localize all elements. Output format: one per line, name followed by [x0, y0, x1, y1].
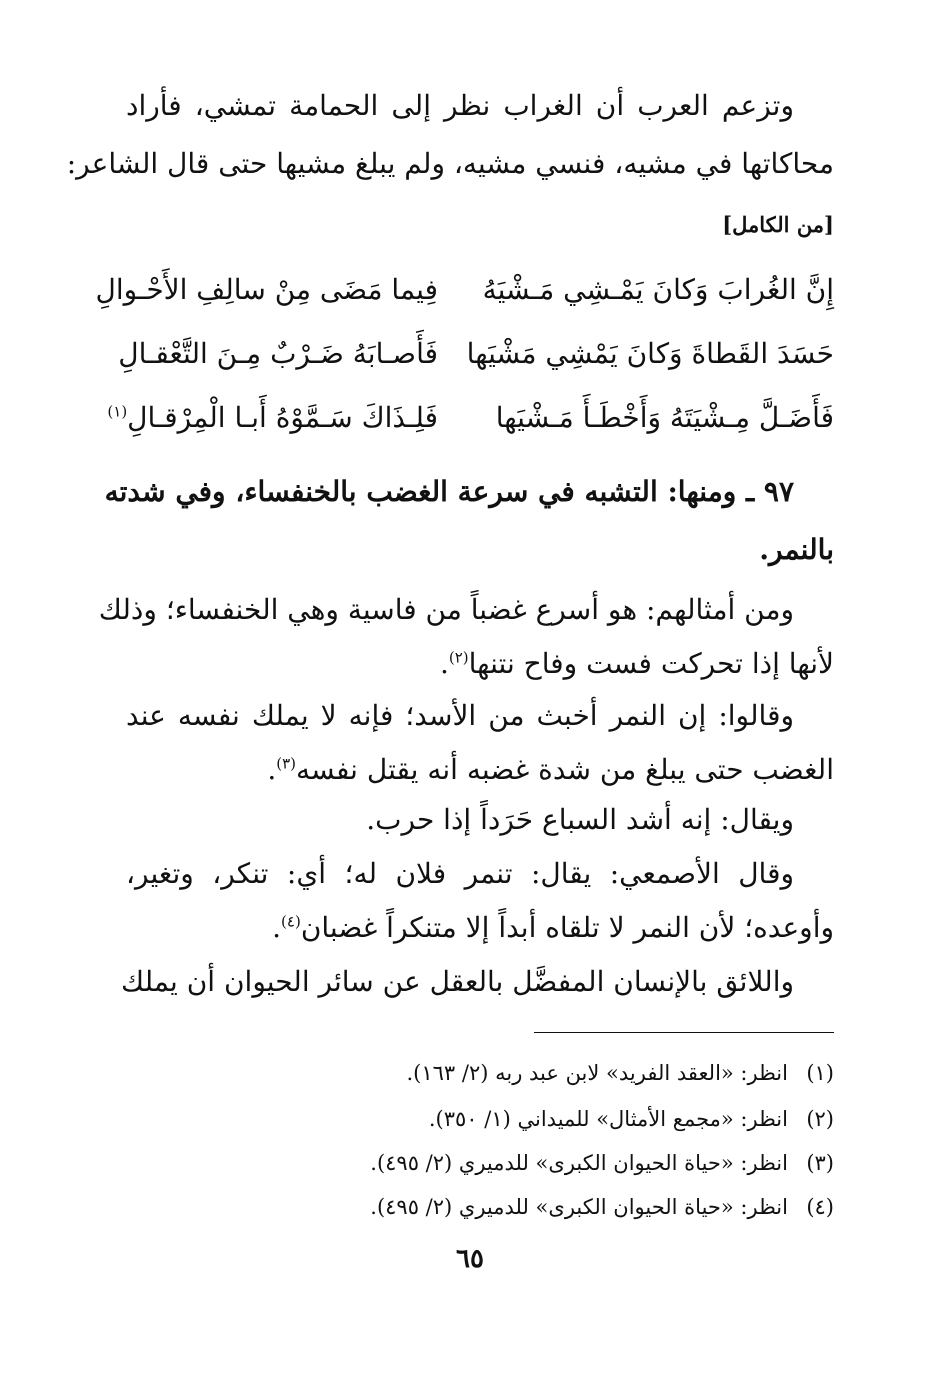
paragraph-line: ويقال: إنه أشد السباع حَرَداً إذا حرب. [366, 803, 794, 836]
paragraph-line: ومن أمثالهم: هو أسرع غضباً من فاسية وهي الخنفساء؛ وذلك [98, 593, 794, 626]
footnote-number: (٤) [806, 1195, 834, 1219]
footnote [126, 1058, 834, 1088]
paragraph-line: محاكاتها في مشيه، فنسي مشيه، ولم يبلغ مشيها حتى قال الشاعر: [66, 147, 834, 180]
footnote-divider [534, 1032, 834, 1033]
verse-second-hemistich [107, 396, 438, 440]
poem-meter-label: [من الكامل] [722, 212, 834, 237]
footnote-marker: (٣) [276, 754, 297, 773]
footnote-text: انظر: «حياة الحيوان الكبرى» للدميري (٢/ ٤٩٥). [370, 1151, 788, 1175]
paragraph-line: وقال الأصمعي: يقال: تنمر فلان له؛ أي: تنكر، وتغير، [126, 857, 794, 890]
footnote [126, 1192, 834, 1222]
footnote-marker: (١) [107, 402, 128, 421]
verse-first-hemistich: فَأَضَـلَّ مِـشْيَتَهُ وَأَخْطَـأَ مَـشْيَها [495, 401, 834, 434]
paragraph-text: وأوعده؛ لأن النمر لا تلقاه أبداً إلا متنكراً غضبان [300, 911, 834, 944]
footnote-text: انظر: «مجمع الأمثال» للميداني (١/ ٣٥٠). [428, 1107, 788, 1131]
verse-text: فَلِـذَاكَ سَـمَّوْهُ أَبـا الْمِرْقـالِ [127, 401, 438, 434]
footnote-number: (٣) [806, 1151, 834, 1175]
section-heading: ٩٧ ـ ومنها: التشبه في سرعة الغضب بالخنفساء، وفي شدته [104, 475, 794, 508]
footnote-marker: (٤) [281, 912, 301, 931]
footnote [126, 1148, 834, 1178]
footnote-text: انظر: «العقد الفريد» لابن عبد ربه (٢/ ١٦٣). [406, 1061, 788, 1085]
page-number: ٦٥ [456, 1244, 484, 1274]
paragraph-text: لأنها إذا تحركت فست وفاح نتنها [468, 647, 834, 680]
paragraph-line: وقالوا: إن النمر أخبث من الأسد؛ فإنه لا يملك نفسه عند [126, 699, 794, 732]
verse-second-hemistich: فَأَصـابَهُ ضَـرْبٌ مِـنَ التَّعْقـالِ [118, 337, 438, 370]
punctuation: . [267, 753, 277, 786]
verse-first-hemistich: إِنَّ الغُرابَ وَكانَ يَمْـشِي مَـشْيَهُ [482, 273, 834, 306]
section-heading: بالنمر. [759, 533, 834, 566]
verse-second-hemistich: فِيما مَضَى مِنْ سالِفِ الأَحْـوالِ [95, 273, 438, 306]
paragraph-line: واللائق بالإنسان المفضَّل بالعقل عن سائر الحيوان أن يملك [120, 965, 794, 998]
verse-first-hemistich: حَسَدَ القَطاةَ وَكانَ يَمْشِي مَشْيَها [466, 337, 834, 370]
paragraph-line [126, 750, 834, 790]
footnote-number: (٢) [806, 1107, 834, 1131]
paragraph-text: الغضب حتى يبلغ من شدة غضبه أنه يقتل نفسه [296, 753, 834, 786]
footnote [126, 1104, 834, 1134]
footnote-marker: (٢) [448, 648, 469, 667]
footnote-text: انظر: «حياة الحيوان الكبرى» للدميري (٢/ ٤٩٥). [370, 1195, 788, 1219]
punctuation: . [272, 911, 282, 944]
paragraph-line: وتزعم العرب أن الغراب نظر إلى الحمامة تمشي، فأراد [126, 89, 794, 122]
paragraph-line [126, 644, 834, 684]
footnote-number: (١) [806, 1061, 834, 1085]
punctuation: . [439, 647, 449, 680]
paragraph-line [126, 908, 834, 948]
